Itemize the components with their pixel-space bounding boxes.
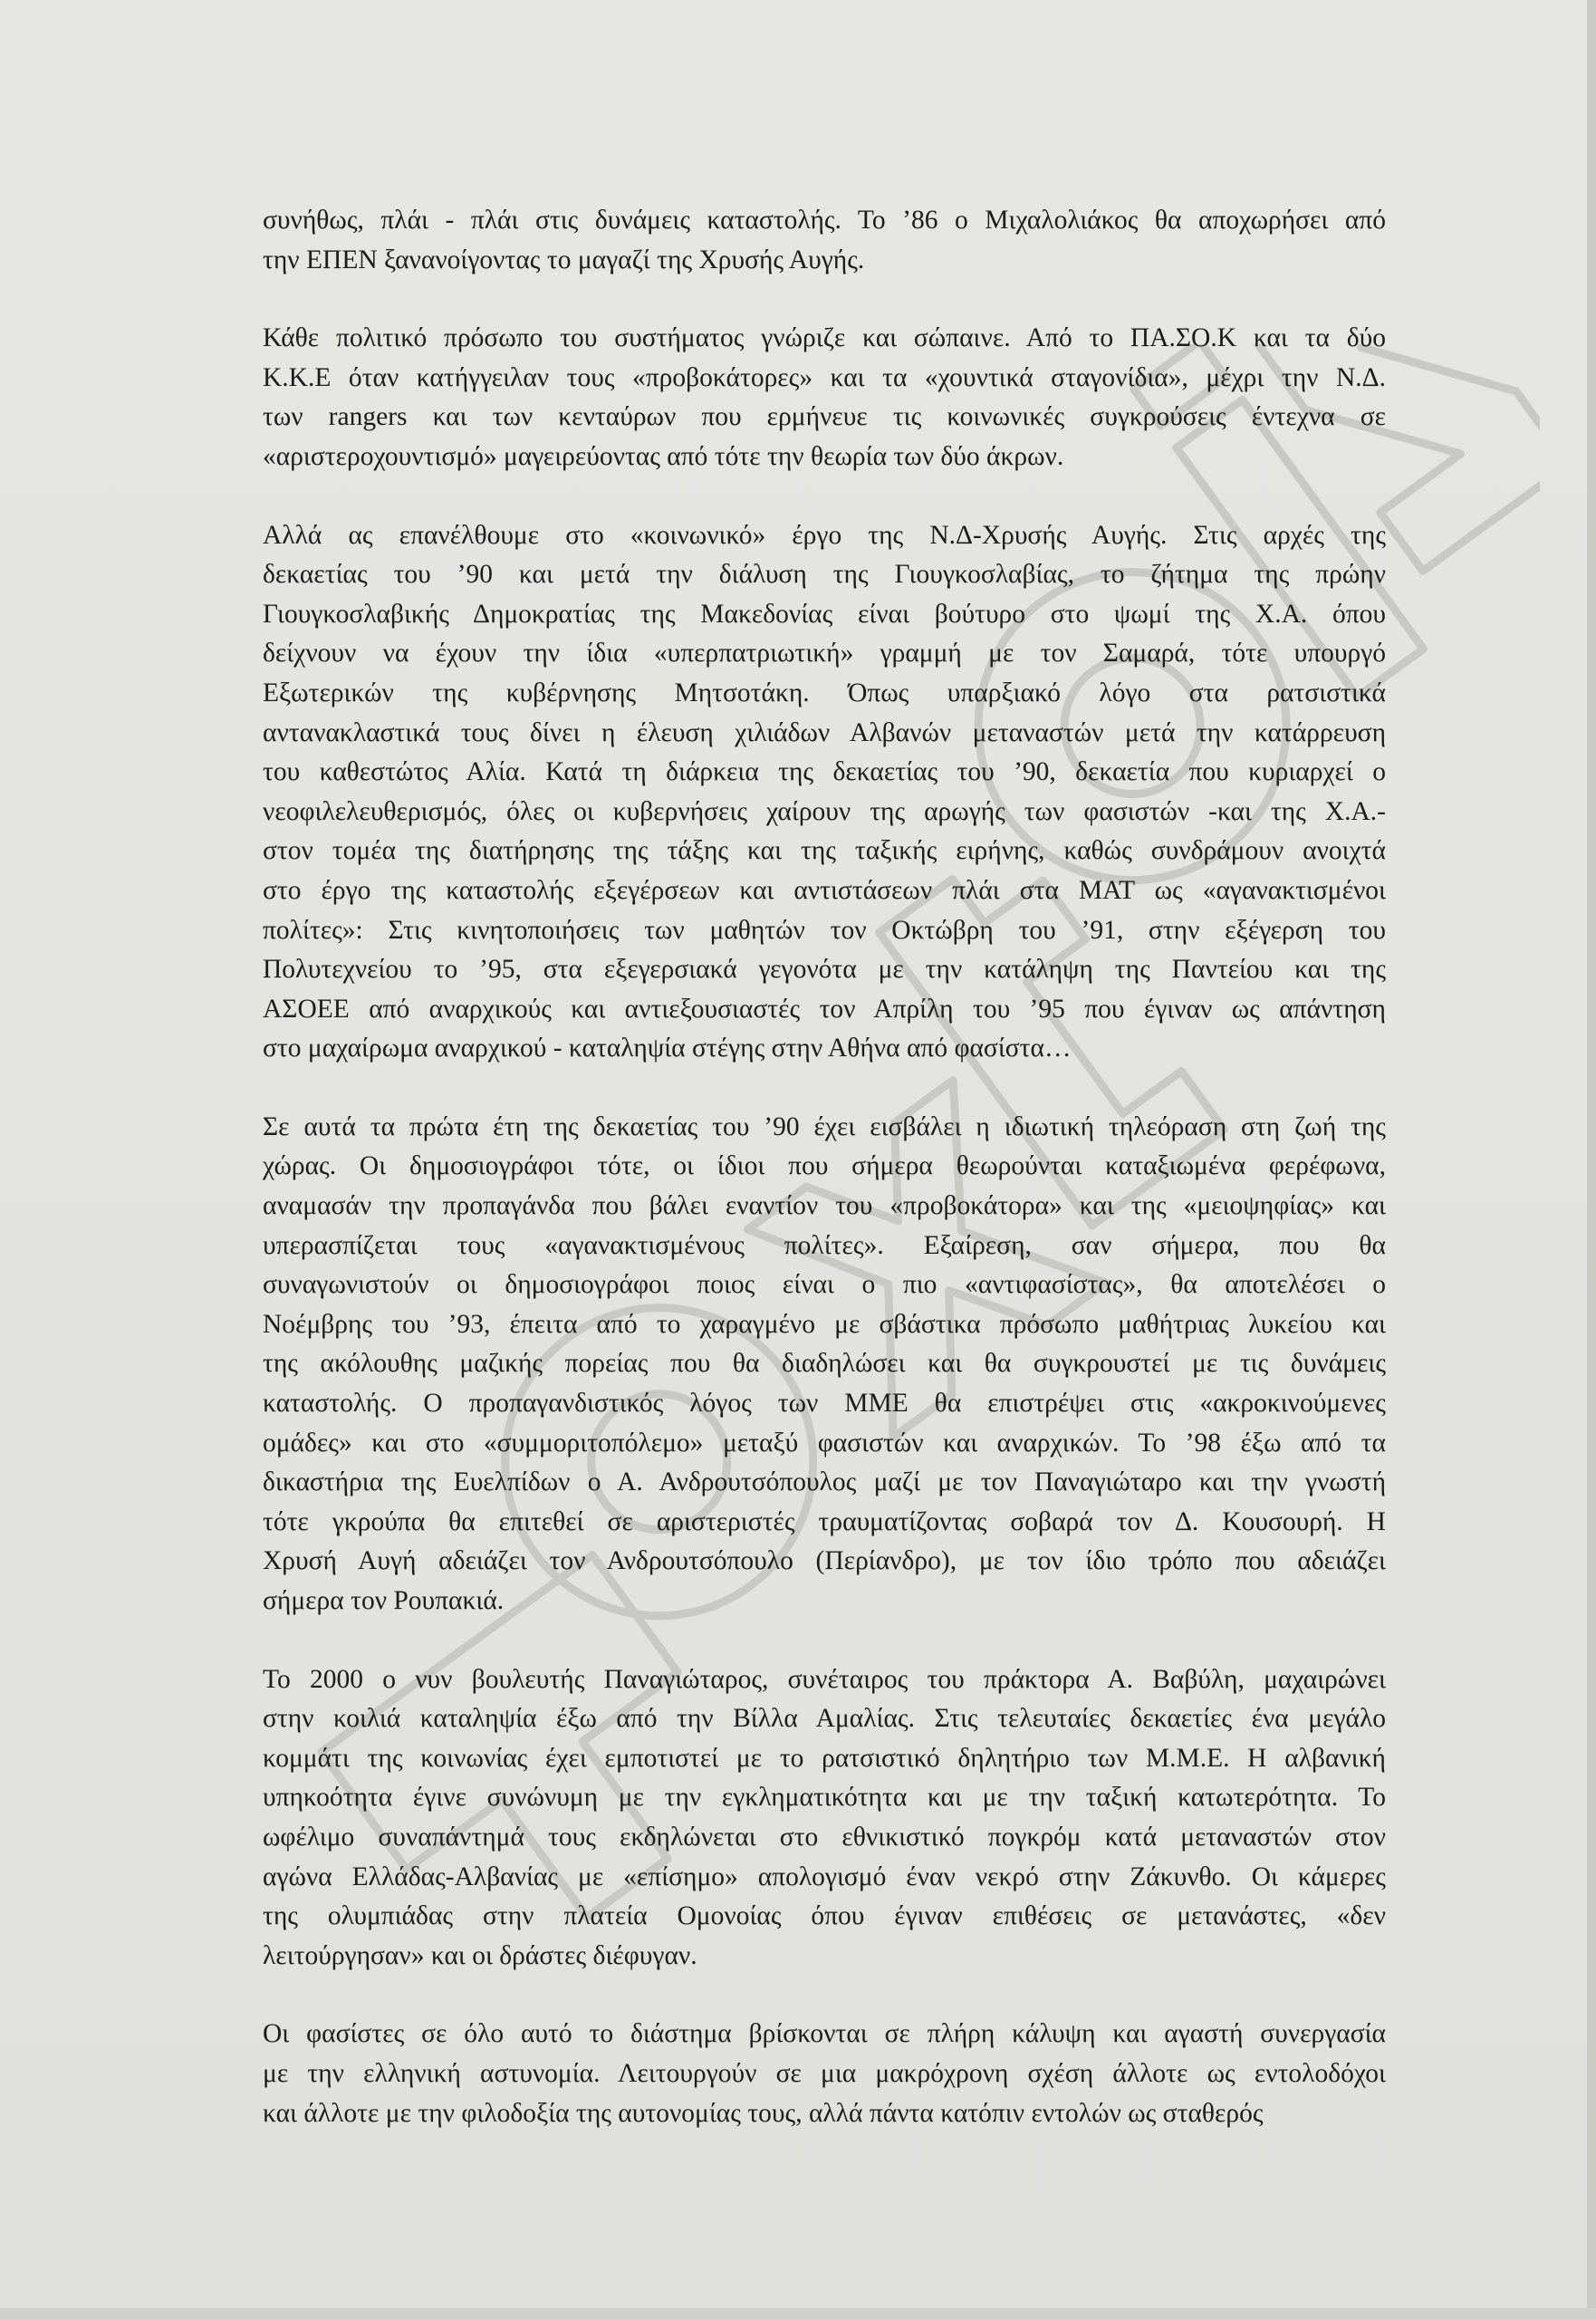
text-line: Νοέμβρης του ’93, έπειτα από το χαραγμένο με σβάστικα πρόσωπο μαθήτριας λυκείου και bbox=[263, 1309, 1386, 1339]
text-line: δεκαετίας του ’90 και μετά την διάλυση της Γιουγκοσλαβίας, το ζήτημα της πρώην bbox=[263, 560, 1386, 590]
paragraph-gap bbox=[263, 1621, 1386, 1660]
paragraph bbox=[263, 516, 1386, 1069]
paragraph bbox=[263, 1108, 1386, 1621]
text-line: «αριστεροχουντισμό» μαγειρεύοντας από τότε την θεωρία των δύο άκρων. bbox=[263, 441, 1064, 471]
text-line: συνήθως, πλάι - πλάι στις δυνάμεις καταστολής. Το ’86 ο Μιχαλολιάκος θα αποχωρήσει από bbox=[263, 206, 1386, 235]
text-line: της ακόλουθης μαζικής πορείας που θα διαδηλώσει και θα συγκρουστεί με τις δυνάμεις bbox=[263, 1349, 1386, 1379]
paragraph-container bbox=[263, 201, 1386, 2133]
text-line: και άλλοτε με την φιλοδοξία της αυτονομίας τους, αλλά πάντα κατόπιν εντολών ως σταθερός bbox=[263, 2098, 1264, 2128]
text-line: ΑΣΟΕΕ από αναρχικούς και αντιεξουσιαστές τον Απρίλη του ’95 που έγιναν ως απάντηση bbox=[263, 994, 1386, 1024]
text-line: Κάθε πολιτικό πρόσωπο του συστήματος γνώριζε και σώπαινε. Από το ΠΑ.ΣΟ.Κ και τα δύο bbox=[263, 323, 1386, 353]
text-line: ομάδες» και στο «συμμοριτοπόλεμο» μεταξύ φασιστών και αναρχικών. Το ’98 έξω από τα bbox=[263, 1428, 1386, 1458]
text-line: ωφέλιμο συναπάντημά τους εκδηλώνεται στο εθνικιστικό πογκρόμ κατά μεταναστών στον bbox=[263, 1822, 1386, 1852]
paragraph-gap bbox=[263, 280, 1386, 319]
text-line: της ολυμπιάδας στην πλατεία Ομονοίας όπου έγιναν επιθέσεις σε μετανάστες, «δεν bbox=[263, 1901, 1386, 1931]
text-line: αναμασάν την προπαγάνδα που βάλει εναντίον του «προβοκάτορα» και της «μειοψηφίας» και bbox=[263, 1191, 1386, 1221]
paragraph-gap bbox=[263, 1069, 1386, 1108]
page-edge-right bbox=[1587, 0, 1596, 2319]
text-line: Εξωτερικών της κυβέρνησης Μητσοτάκη. Όπως υπαρξιακό λόγο στα ρατσιστικά bbox=[263, 678, 1386, 707]
text-line: λειτούργησαν» και οι δράστες διέφυγαν. bbox=[263, 1940, 697, 1970]
text-line: αγώνα Ελλάδας-Αλβανίας με «επίσημο» απολογισμό έναν νεκρό στην Ζάκυνθο. Οι κάμερες bbox=[263, 1862, 1386, 1891]
text-line: νεοφιλελευθερισμός, όλες οι κυβερνήσεις χαίρουν της αρωγής των φασιστών -και της Χ.Α.- bbox=[263, 796, 1386, 826]
paragraph bbox=[263, 319, 1386, 476]
text-line: Πολυτεχνείου το ’95, στα εξεγερσιακά γεγονότα με την κατάληψη της Παντείου και της bbox=[263, 955, 1386, 985]
text-line: δείχνουν να έχουν την ίδια «υπερπατριωτική» γραμμή με τον Σαμαρά, τότε υπουργό bbox=[263, 639, 1386, 669]
text-line: στην κοιλιά καταληψία έξω από την Βίλλα Αμαλίας. Στις τελευταίες δεκαετίες ένα μεγάλο bbox=[263, 1704, 1386, 1734]
paragraph bbox=[263, 2015, 1386, 2133]
document-body bbox=[263, 201, 1386, 2133]
text-line: στο μαχαίρωμα αναρχικού - καταληψία στέγης στην Αθήνα από φασίστα… bbox=[263, 1034, 1072, 1063]
text-line: δικαστήρια της Ευελπίδων ο Α. Ανδρουτσόπουλος μαζί με τον Παναγιώταρο και την γνωστή bbox=[263, 1467, 1386, 1497]
paragraph-gap bbox=[263, 477, 1386, 516]
text-line: Σε αυτά τα πρώτα έτη της δεκαετίας του ’90 έχει εισβάλει η ιδιωτική τηλεόραση στη ζωή της bbox=[263, 1111, 1386, 1141]
text-line: στο έργο της καταστολής εξεγέρσεων και αντιστάσεων πλάι στα ΜΑΤ ως «αγανακτισμένοι bbox=[263, 875, 1386, 905]
text-line: Οι φασίστες σε όλο αυτό το διάστημα βρίσκονται σε πλήρη κάλυψη και αγαστή συνεργασία bbox=[263, 2019, 1386, 2049]
text-line: του καθεστώτος Αλία. Κατά τη διάρκεια της δεκαετίας του ’90, δεκαετία που κυριαρχεί ο bbox=[263, 757, 1386, 787]
text-line: Αλλά ας επανέλθουμε στο «κοινωνικό» έργο της Ν.Δ-Χρυσής Αυγής. Στις αρχές της bbox=[263, 520, 1386, 550]
text-line: σήμερα τον Ρουπακιά. bbox=[263, 1586, 505, 1615]
text-line: πολίτες»: Στις κινητοποιήσεις των μαθητών τον Οκτώβρη του ’91, στην εξέγερση του bbox=[263, 915, 1386, 945]
paragraph-gap bbox=[263, 1976, 1386, 2015]
text-line: κομμάτι της κοινωνίας έχει εμποτιστεί με το ρατσιστικό δηλητήριο των Μ.Μ.Ε. Η αλβανική bbox=[263, 1743, 1386, 1773]
text-line: υπηκοότητα έγινε συνώνυμη με την εγκληματικότητα και με την ταξική κατωτερότητα. Το bbox=[263, 1783, 1386, 1813]
text-line: Χρυσή Αυγή αδειάζει τον Ανδρουτσόπουλο (Περίανδρο), με τον ίδιο τρόπο που αδειάζει bbox=[263, 1546, 1386, 1576]
text-line: στον τομέα της διατήρησης της τάξης και της ταξικής ειρήνης, καθώς συνδράμουν ανοιχτά bbox=[263, 836, 1386, 866]
text-line: την ΕΠΕΝ ξανανοίγοντας το μαγαζί της Χρυσής Αυγής. bbox=[263, 245, 865, 274]
text-line: χώρας. Οι δημοσιογράφοι τότε, οι ίδιοι που σήμερα θεωρούνται καταξιωμένα φερέφωνα, bbox=[263, 1151, 1386, 1181]
text-line: των rangers και των κενταύρων που ερμήνευε τις κοινωνικές συγκρούσεις έντεχνα σε bbox=[263, 402, 1386, 432]
paragraph bbox=[263, 1660, 1386, 1977]
text-line: υπερασπίζεται τους «αγανακτισμένους πολίτες». Εξαίρεση, σαν σήμερα, που θα bbox=[263, 1230, 1386, 1260]
paragraph bbox=[263, 201, 1386, 280]
text-line: καταστολής. Ο προπαγανδιστικός λόγος των ΜΜΕ θα επιστρέψει στις «ακροκινούμενες bbox=[263, 1389, 1386, 1419]
text-line: Το 2000 ο νυν βουλευτής Παναγιώταρος, συνέταιρος του πράκτορα Α. Βαβύλη, μαχαιρώνει bbox=[263, 1664, 1386, 1694]
text-line: συναγωνιστούν οι δημοσιογράφοι ποιος είναι ο πιο «αντιφασίστας», θα αποτελέσει ο bbox=[263, 1270, 1386, 1300]
text-line: Γιουγκοσλαβικής Δημοκρατίας της Μακεδονίας είναι βούτυρο στο ψωμί της Χ.Α. όπου bbox=[263, 599, 1386, 629]
text-line: τότε γκρούπα θα επιτεθεί σε αριστεριστές τραυματίζοντας σοβαρά τον Δ. Κουσουρή. Η bbox=[263, 1506, 1386, 1536]
page-edge-bottom bbox=[0, 2308, 1596, 2319]
text-line: αντανακλαστικά τους δίνει η έλευση χιλιάδων Αλβανών μεταναστών μετά την κατάρρευση bbox=[263, 717, 1386, 747]
text-line: Κ.Κ.Ε όταν κατήγγειλαν τους «προβοκάτορες» και τα «χουντικά σταγονίδια», μέχρι την Ν.Δ. bbox=[263, 362, 1386, 392]
text-line: με την ελληνική αστυνομία. Λειτουργούν σε μια μακρόχρονη σχέση άλλοτε ως εντολοδόχοι bbox=[263, 2058, 1386, 2088]
